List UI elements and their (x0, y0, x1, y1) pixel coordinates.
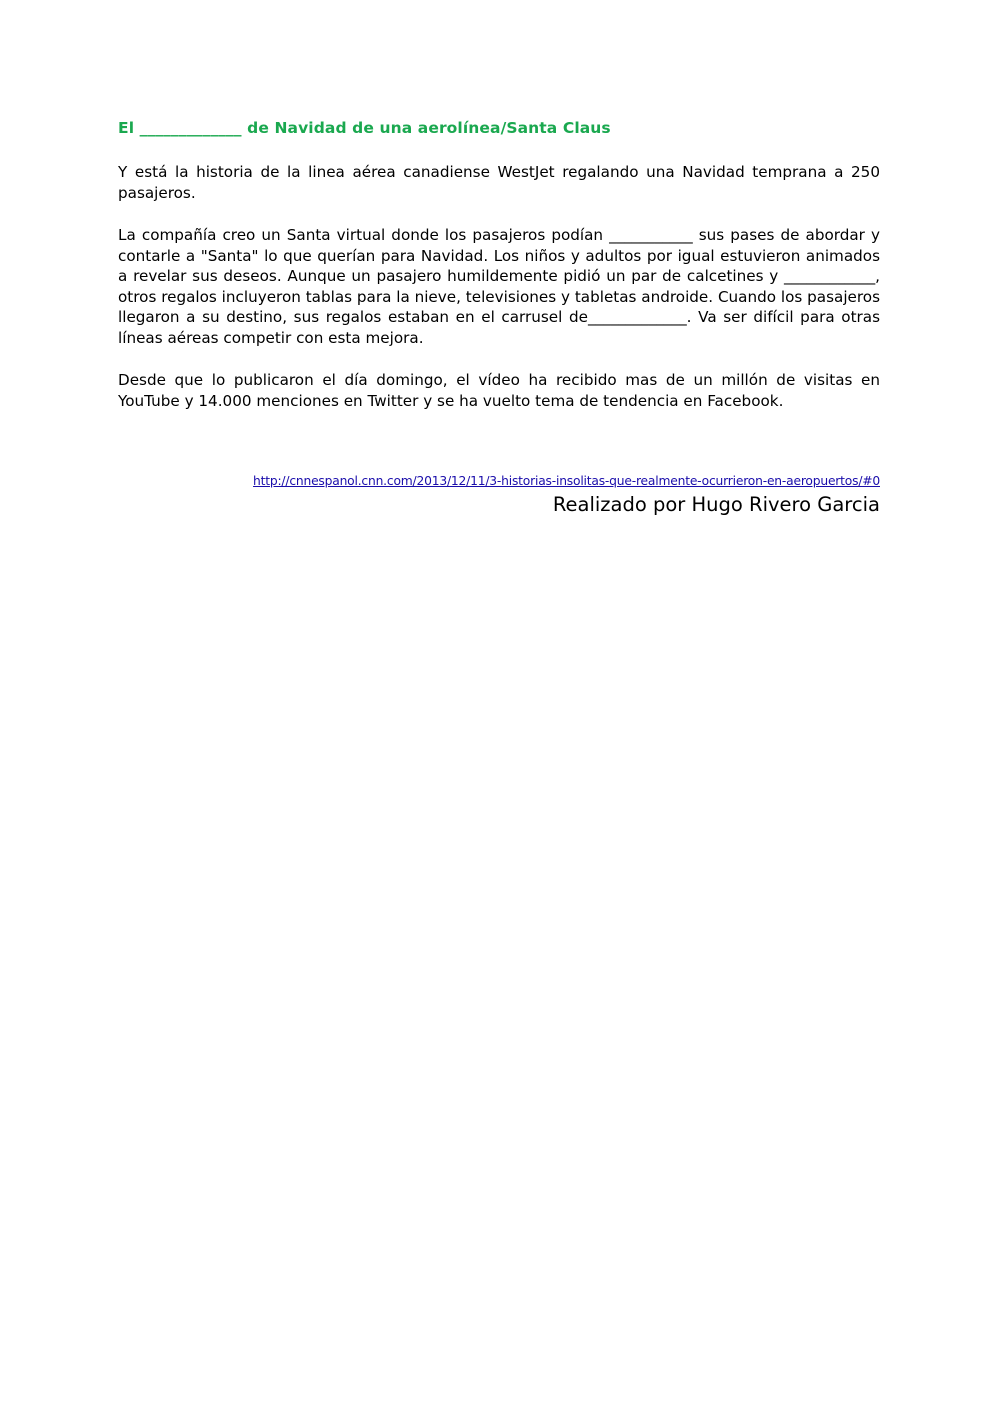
source-link[interactable]: http://cnnespanol.cnn.com/2013/12/11/3-historias-insolitas-que-realmente-ocurrieron-en-aeropuertos/#0 (253, 474, 880, 488)
paragraph-intro: Y está la historia de la linea aérea canadiense WestJet regalando una Navidad temprana a 250 pasajeros. (118, 163, 880, 202)
paragraph-story: La compañía creo un Santa virtual donde los pasajeros podían ___________ sus pases de abordar y contarle a "Santa" lo que querían para Navidad. Los niños y adultos por igual estuvieron animados a revelar sus deseos. Aunque un pasajero humildemente pidió un par de calcetines y ____________, otros regalos incluyeron tablas para la nieve, televisiones y tabletas androide. Cuando los pasajeros llegaron a su destino, sus regalos estaban en el carrusel de_____________. Va ser difícil para otras líneas aéreas competir con esta mejora. (118, 226, 880, 347)
author-credit: Realizado por Hugo Rivero Garcia (552, 493, 880, 516)
worksheet-title: El _____________ de Navidad de una aerolínea/Santa Claus (118, 119, 611, 137)
paragraph-views: Desde que lo publicaron el día domingo, el vídeo ha recibido mas de un millón de visitas en YouTube y 14.000 menciones en Twitter y se ha vuelto tema de tendencia en Facebook. (118, 371, 880, 410)
worksheet-content (118, 117, 880, 518)
